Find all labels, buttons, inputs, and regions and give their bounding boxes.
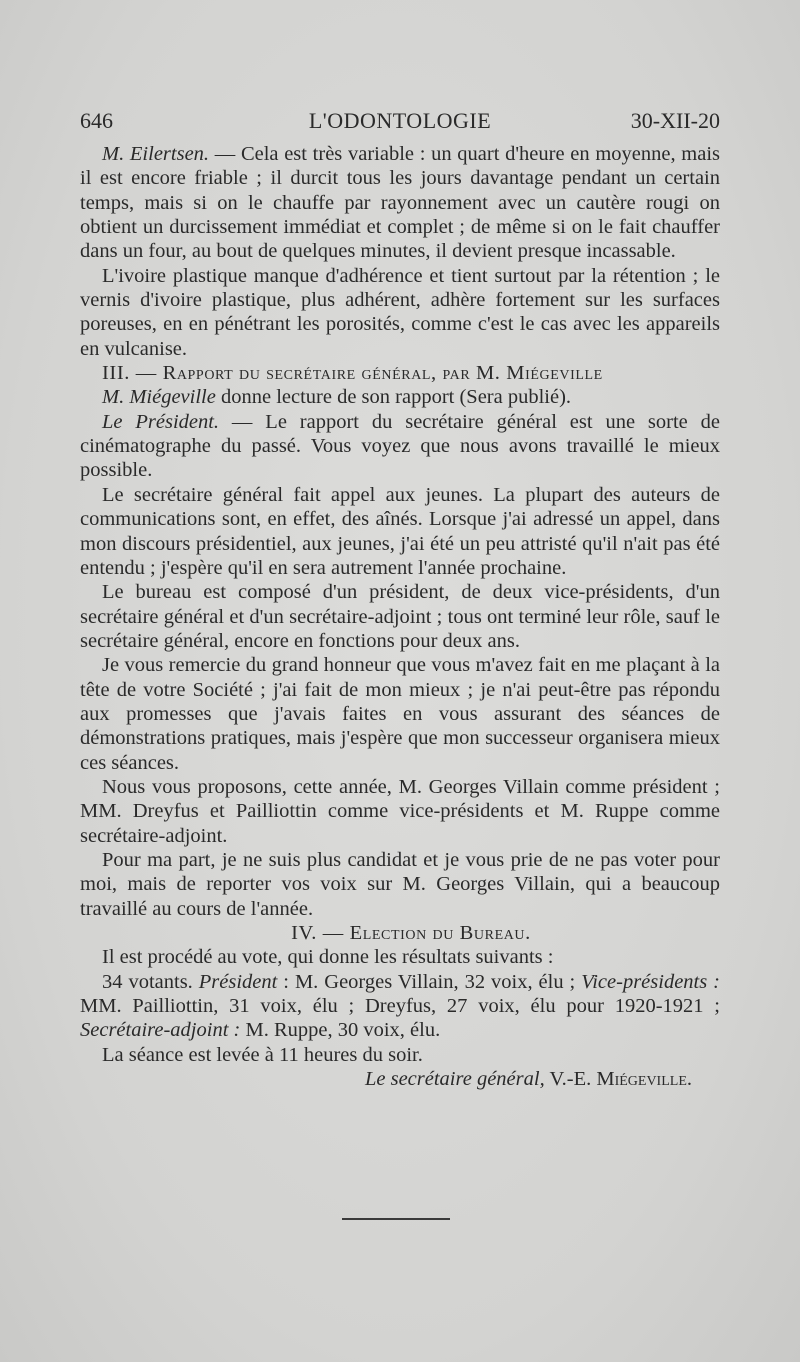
role-label: Vice-présidents : [581,970,720,993]
paragraph [80,970,720,1043]
paragraph [80,142,720,264]
section-numeral: III. — [102,362,163,385]
paragraph: Pour ma part, je ne suis plus candidat et je vous prie de ne pas voter pour moi, mais de reporter vos voix sur M. Georges Villain, qui a beaucoup travaillé au cours de l'année. [80,848,720,920]
section-numeral: IV. — [291,922,350,944]
vote-result: M. Ruppe, 30 voix, élu. [240,1019,441,1042]
paragraph: L'ivoire plastique manque d'adhérence et tient surtout par la rétention ; le vernis d'ivoire plastique, plus adhérent, adhère fortement sur les surfaces poreuses, en en pénétrant les porosités, comme c'est le cas avec les appareils en vulcanise. [80,264,720,360]
closing-rule [342,1218,450,1220]
paragraph: Je vous remercie du grand honneur que vous m'avez fait en me plaçant à la tête de votre Société ; j'ai fait de mon mieux ; je n'ai peut-être pas répondu aux promesses que j'avais faites en vous assurant des séances de démonstrations pratiques, mais j'espère que mon successeur organisera mieux ces séances. [80,654,720,774]
paragraph: Le bureau est composé d'un président, de deux vice-présidents, d'un secrétaire général et d'un secrétaire-adjoint ; tous ont terminé leur rôle, sauf le secrétaire général, encore en fonctions pour deux ans. [80,581,720,652]
speaker-name: M. Eilertsen. [102,143,210,165]
signature [80,1067,720,1091]
paragraph [80,410,720,483]
signature-name: V.-E. Miégeville. [544,1068,692,1091]
issue-date: 30-XII-20 [630,108,720,133]
vote-count: 34 votants. [102,970,199,993]
role-label: Secrétaire-adjoint : [80,1019,241,1042]
vote-result: : M. Georges Villain, 32 voix, élu ; [277,970,582,993]
paragraph: Il est procédé au vote, qui donne les résultats suivants : [102,946,554,969]
role-label: Président [198,970,278,993]
speaker-name: Le Président. [102,410,220,433]
paragraph: Nous vous proposons, cette année, M. Georges Villain comme président ; MM. Dreyfus et Pailliottin comme vice-présidents et M. Ruppe comme secrétaire-adjoint. [80,775,720,847]
paragraph-text: donne lecture de son rapport (Sera publié). [215,386,572,409]
speaker-name: M. Miégeville [102,386,216,409]
paragraph: La séance est levée à 11 heures du soir. [102,1043,423,1066]
paragraph-text: — Le rapport du secrétaire général est une sorte de cinématographe du passé. Vous voyez que nous avons travaillé le mieux possible. [80,410,720,482]
paragraph-text: — Cela est très variable : un quart d'heure en moyenne, mais il est encore friable ; il durcit tous les jours davantage pendant un certain temps, mais si on le chauffe par rayonnement avec un cautère rougi on obtient un durcissement immédiat et complet ; de même si on le fait chauffer dans un four, au bout de quelques minutes, il devient presque incassable. [80,143,720,263]
section-heading-iv [80,921,720,945]
section-title: Election du Bureau. [349,922,531,944]
journal-title: L'ODONTOLOGIE [308,108,492,133]
paragraph: Le secrétaire général fait appel aux jeunes. La plupart des auteurs de communications sont, en effet, des aînés. Lorsque j'ai adressé un appel, dans mon discours présidentiel, aux jeunes, j'ai été un peu attristé qu'il n'ait pas été entendu ; j'espère qu'il en sera autrement l'année prochaine. [80,483,720,579]
vote-result: MM. Pailliottin, 31 voix, élu ; Dreyfus, 27 voix, élu pour 1920-1921 ; [80,995,720,1018]
page-number: 646 [80,108,113,133]
paragraph [80,385,720,409]
body-text [80,142,720,1091]
signature-role: Le secrétaire général, [364,1068,545,1091]
section-title: Rapport du secrétaire général, par M. Miégeville [162,362,603,385]
section-heading-iii [80,361,720,385]
running-header [80,108,720,140]
